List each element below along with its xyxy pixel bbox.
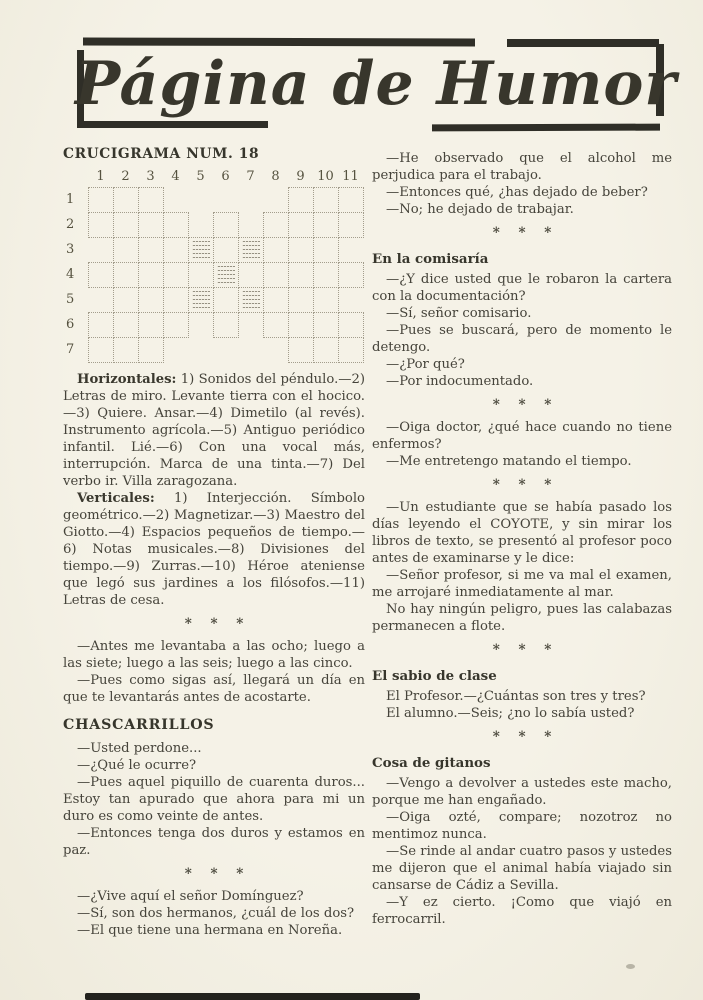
joke-paragraph: —Por indocumentado. [386,374,534,389]
crossword-cell-open [338,262,364,288]
section-heading: CHASCARRILLOS [63,717,215,733]
crossword-cell-open [138,237,164,263]
section-separator: * * * [184,866,251,882]
joke-paragraph: —Y ez cierto. ¡Como que viajó en ferrocarril. [372,895,672,927]
crossword-cell-shaded [238,287,264,313]
crossword-cell-open [313,212,339,238]
crossword-cell-shaded [213,262,239,288]
joke-paragraph: El Profesor.—¿Cuántas son tres y tres? [386,689,646,704]
section-separator: * * * [492,477,559,493]
crossword-col-label: 10 [317,169,334,184]
crossword-cell-open [338,312,364,338]
crossword-cell-open [113,312,139,338]
crossword-cell-open [288,187,314,213]
joke-paragraph: —¿Qué le ocurre? [77,758,197,773]
section-separator: * * * [492,729,559,745]
crossword-cell-open [288,212,314,238]
joke-paragraph: —No; he dejado de trabajar. [386,202,574,217]
crossword-col-label: 9 [296,169,305,184]
section-separator: * * * [184,616,251,632]
clues-paragraph: Horizontales: 1) Sonidos del péndulo.—2) Letras de miro. Levante tierra con el hocico.—3) Quiere. Ansar.—4) Dimetilo (al revés). Instrumento agrícola.—5) Antiguo periódico infantil. Lié.—6) Con una vocal más, interrupción. Marca de una tinta.—7) Del verbo ir. Villa zaragozana. [63,372,365,489]
left-column-text [63,371,365,939]
crossword-cell-open [113,337,139,363]
crossword-cell-open [163,212,189,238]
crossword-row-label: 4 [66,267,75,282]
crossword-cell-open [238,262,264,288]
joke-paragraph: —¿Vive aquí el señor Domínguez? [77,889,304,904]
crossword-cell-open [213,237,239,263]
joke-paragraph: —¿Por qué? [386,357,465,372]
joke-paragraph: —Un estudiante que se había pasado los días leyendo el COYOTE, y sin mirar los libros de texto, se presentó al profesor poco antes de examinarse y le dice: [372,500,672,566]
joke-paragraph: —Entonces tenga dos duros y estamos en paz. [63,826,365,858]
crossword-cell-open [313,312,339,338]
joke-paragraph: —¿Y dice usted que le robaron la cartera con la documentación? [372,272,672,304]
crossword-cell-open [263,237,289,263]
crossword-cell-open [88,337,114,363]
crossword-cell-open [288,262,314,288]
crossword-cell-open [88,212,114,238]
joke-heading: En la comisaría [372,251,489,267]
crossword-grid [88,187,364,363]
clues-label: Verticales: [77,491,155,506]
joke-paragraph: —Pues se buscará, pero de momento le detengo. [372,323,672,355]
crossword-cell-open [163,312,189,338]
joke-paragraph: —El que tiene una hermana en Noreña. [77,923,343,938]
crossword-cell-open [288,312,314,338]
crossword-cell-open [338,187,364,213]
crossword-col-label: 5 [196,169,205,184]
crossword-cell-open [163,287,189,313]
right-column-text [372,150,672,928]
crossword-cell-open [88,187,114,213]
crossword-cell-open [263,287,289,313]
crossword-cell-open [138,212,164,238]
crossword-cell-open [213,312,239,338]
joke-paragraph: —Se rinde al andar cuatro pasos y ustedes me dijeron que el animal había viajado sin cansarse de Cádiz a Sevilla. [372,844,672,893]
ink-smudge [626,964,635,969]
right-column [372,150,672,928]
joke-paragraph: —Me entretengo matando el tiempo. [386,454,632,469]
crossword-cell-open [288,337,314,363]
crossword-cell-open [313,237,339,263]
crossword-cell-open [213,212,239,238]
crossword-cell-open [263,312,289,338]
crossword-body [63,187,365,363]
joke-paragraph: No hay ningún peligro, pues las calabazas permanecen a flote. [372,602,672,634]
crossword-cell-open [113,212,139,238]
crossword-cell-open [113,262,139,288]
joke-heading: El sabio de clase [372,668,497,684]
crossword-row-label: 7 [66,342,75,357]
crossword-col-label: 2 [121,169,130,184]
crossword-cell-shaded [188,237,214,263]
crossword-cell-open [138,187,164,213]
joke-paragraph: —Sí, señor comisario. [386,306,532,321]
crossword-cell-open [288,237,314,263]
joke-paragraph: —Entonces qué, ¿has dejado de beber? [386,185,648,200]
crossword [63,146,365,363]
crossword-cell-open [88,262,114,288]
joke-paragraph: —Señor profesor, si me va mal el examen, me arrojaré inmediatamente al mar. [372,568,672,600]
section-separator: * * * [492,225,559,241]
section-separator: * * * [492,397,559,413]
joke-paragraph: —Oiga ozté, compare; nozotroz no mentimoz nunca. [372,810,672,842]
crossword-row-label: 3 [66,242,75,257]
joke-paragraph: —Usted perdone... [77,741,202,756]
joke-paragraph: —He observado que el alcohol me perjudica para el trabajo. [372,151,672,183]
page-edge-artifact [85,993,420,1000]
crossword-cell-open [113,187,139,213]
crossword-cell-open [163,237,189,263]
joke-paragraph: —Pues como sigas así, llegará un día en que te levantarás antes de acostarte. [63,673,365,705]
crossword-col-label: 8 [271,169,280,184]
joke-heading: Cosa de gitanos [372,755,491,771]
crossword-cell-open [188,262,214,288]
crossword-column-numbers [88,169,365,184]
crossword-col-label: 1 [96,169,105,184]
crossword-cell-open [263,262,289,288]
crossword-cell-open [138,262,164,288]
crossword-cell-open [288,287,314,313]
crossword-cell-open [138,337,164,363]
title-frame [75,36,677,132]
crossword-cell-open [163,262,189,288]
clues-paragraph: Verticales: 1) Interjección. Símbolo geométrico.—2) Magnetizar.—3) Maestro del Giotto.—4) Espacios pequeños de tiempo.—6) Notas musicales.—8) Divisiones del tiempo.—9) Zurras.—10) Héroe ateniense que legó sus jardines a los filósofos.—11) Letras de cesa. [63,491,365,608]
crossword-cell-open [313,287,339,313]
crossword-row-label: 2 [66,217,75,232]
crossword-cell-open [213,287,239,313]
crossword-row-label: 5 [66,292,75,307]
crossword-col-label: 3 [146,169,155,184]
crossword-col-label: 7 [246,169,255,184]
crossword-col-label: 4 [171,169,180,184]
crossword-cell-open [138,287,164,313]
crossword-cell-open [313,337,339,363]
joke-paragraph: —Pues aquel piquillo de cuarenta duros... Estoy tan apurado que ahora para mi un duro es como veinte de antes. [63,775,365,824]
crossword-col-label: 11 [342,169,359,184]
crossword-row-numbers [63,187,88,363]
joke-paragraph: El alumno.—Seis; ¿no lo sabía usted? [386,706,635,721]
crossword-cell-shaded [188,287,214,313]
joke-paragraph: —Oiga doctor, ¿qué hace cuando no tiene enfermos? [372,420,672,452]
frame-bar-bottom-right [432,124,660,132]
joke-paragraph: —Vengo a devolver a ustedes este macho, porque me han engañado. [372,776,672,808]
joke-paragraph: —Antes me levantaba a las ocho; luego a las siete; luego a las seis; luego a las cinco. [63,639,365,671]
crossword-cell-shaded [238,237,264,263]
crossword-col-label: 6 [221,169,230,184]
joke-paragraph: —Sí, son dos hermanos, ¿cuál de los dos? [77,906,355,921]
crossword-cell-open [88,312,114,338]
crossword-heading: CRUCIGRAMA NUM. 18 [63,146,260,162]
left-column [63,146,365,939]
page-title: Página de Humor [75,49,677,119]
crossword-row-label: 6 [66,317,75,332]
clues-label: Horizontales: [77,372,177,387]
crossword-row-label: 1 [66,192,75,207]
crossword-cell-open [263,212,289,238]
crossword-cell-open [113,287,139,313]
section-separator: * * * [492,642,559,658]
crossword-cell-open [138,312,164,338]
crossword-cell-open [338,337,364,363]
crossword-cell-open [313,262,339,288]
crossword-cell-open [338,212,364,238]
crossword-cell-open [313,187,339,213]
crossword-cell-open [113,237,139,263]
